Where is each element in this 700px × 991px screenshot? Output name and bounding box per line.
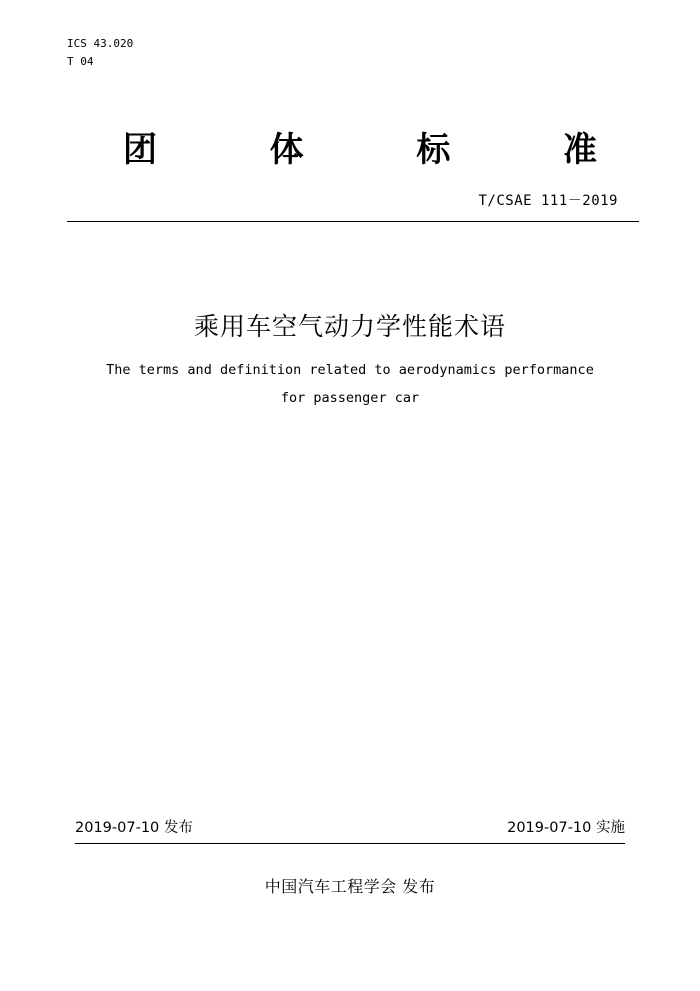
doc-type-char-4: 准 <box>562 130 597 170</box>
bottom-divider <box>75 843 625 844</box>
implementation-date: 2019-07-10 实施 <box>507 820 625 836</box>
standard-number: T/CSAE 111－2019 <box>478 193 618 209</box>
doc-type-char-1: 团 <box>123 130 157 170</box>
doc-type-char-2: 体 <box>269 130 304 170</box>
ics-code: ICS 43.020 <box>67 37 134 50</box>
doc-type-char-3: 标 <box>416 130 451 170</box>
title-english-line-1: The terms and definition related to aerodynamics performance <box>106 362 594 378</box>
document-type-heading <box>120 128 600 172</box>
publisher: 中国汽车工程学会 发布 <box>264 877 436 896</box>
ccs-code: T 04 <box>67 55 94 68</box>
title-english-line-2: for passenger car <box>280 390 420 406</box>
top-divider <box>67 221 639 222</box>
title-chinese: 乘用车空气动力学性能术语 <box>193 312 506 341</box>
issue-date: 2019-07-10 发布 <box>75 820 193 836</box>
